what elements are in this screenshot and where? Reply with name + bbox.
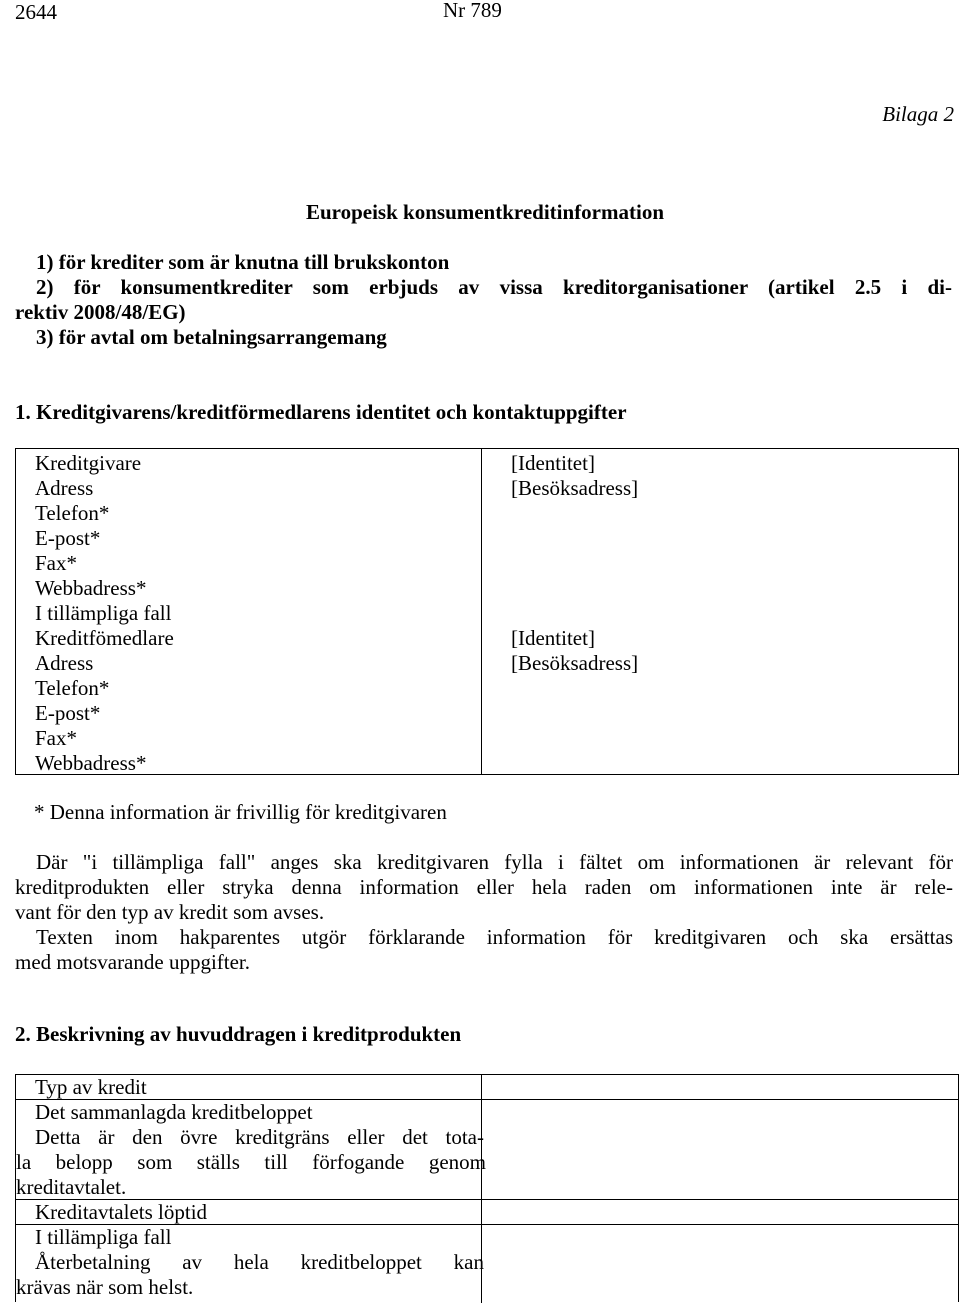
identity-value: [Identitet]: [511, 626, 595, 650]
section-1-heading: 1. Kreditgivarens/kreditförmedlarens identitet och kontaktuppgifter: [15, 400, 627, 424]
paragraph-line: Texten inom hakparentes utgör förklarande information för kreditgivaren och ska ersättas: [36, 925, 953, 949]
document-number: Nr 789: [443, 0, 502, 22]
description-line: Detta är den övre kreditgräns eller det tota-: [35, 1125, 484, 1149]
table-column-divider: [481, 449, 482, 774]
address-value: [Besöksadress]: [511, 651, 639, 675]
table-row-label: Adress: [35, 476, 94, 500]
address-value: [Besöksadress]: [511, 476, 639, 500]
paragraph-line: med motsvarande uppgifter.: [15, 950, 251, 974]
identity-value: [Identitet]: [511, 451, 595, 475]
row-label: I tillämpliga fall: [35, 1225, 172, 1249]
table-row-label: Webbadress*: [35, 576, 147, 600]
table-row-label: E-post*: [35, 526, 101, 550]
row-label: Det sammanlagda kreditbeloppet: [35, 1100, 313, 1124]
table-row-label: Webbadress*: [35, 751, 147, 775]
table-row-label: Adress: [35, 651, 94, 675]
table-row-label: Telefon*: [35, 501, 110, 525]
document-title: Europeisk konsumentkreditinformation: [305, 200, 665, 224]
page-number: 2644: [15, 0, 57, 24]
description-line: la belopp som ställs till förfogande genom: [16, 1150, 486, 1174]
explanation-paragraph: [15, 850, 953, 975]
description-line: Återbetalning av hela kreditbeloppet kan: [35, 1250, 484, 1274]
table-row-label: Kreditfömedlare: [35, 626, 174, 650]
paragraph-line: kreditprodukten eller stryka denna information eller hela raden om informationen inte är rele-: [15, 875, 953, 899]
row-description: [16, 1125, 486, 1200]
row-label: Typ av kredit: [35, 1075, 147, 1099]
list-item: 2) för konsumentkrediter som erbjuds av vissa kreditorganisationer (artikel 2.5 i di-: [36, 275, 952, 299]
table-row-label: Fax*: [35, 726, 77, 750]
footnote: * Denna information är frivillig för kreditgivaren: [34, 800, 447, 824]
description-line: kreditavtalet.: [16, 1175, 127, 1199]
description-line: krävas när som helst.: [16, 1275, 194, 1299]
annex-label: Bilaga 2: [882, 102, 954, 126]
credit-product-table: [15, 1074, 959, 1302]
scope-list: [15, 250, 952, 350]
list-item: 3) för avtal om betalningsarrangemang: [36, 325, 387, 349]
paragraph-line: Där "i tillämpliga fall" anges ska kreditgivaren fylla i fältet om informationen är relevant för: [36, 850, 953, 874]
table-row-label: I tillämpliga fall: [35, 601, 172, 625]
list-item-continuation: rektiv 2008/48/EG): [15, 300, 186, 324]
table-row-label: Kreditgivare: [35, 451, 142, 475]
paragraph-line: vant för den typ av kredit som avses.: [15, 900, 325, 924]
row-label: Kreditavtalets löptid: [35, 1200, 208, 1224]
table-row-label: Fax*: [35, 551, 77, 575]
table-left-column: [35, 451, 465, 776]
section-2-heading: 2. Beskrivning av huvuddragen i kreditprodukten: [15, 1022, 462, 1046]
row-description: [16, 1250, 484, 1300]
list-item: 1) för krediter som är knutna till brukskonton: [36, 250, 450, 274]
table-row-label: Telefon*: [35, 676, 110, 700]
contact-info-table: [15, 448, 959, 775]
table-row-label: E-post*: [35, 701, 101, 725]
